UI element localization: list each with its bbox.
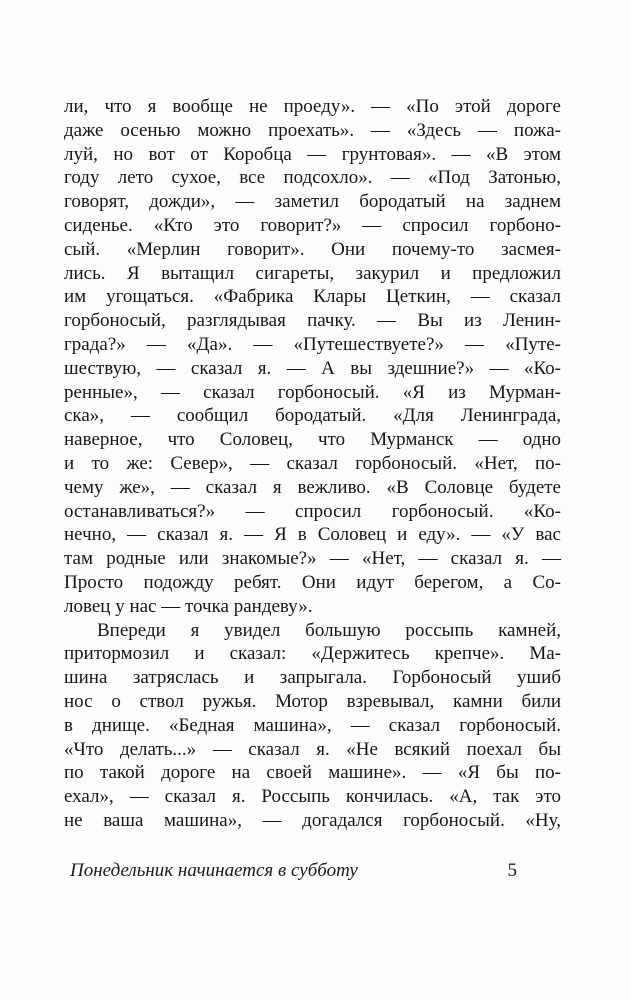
text-line: шествую, — сказал я. — А вы здешние?» — «Ко- (64, 357, 561, 379)
text-line: нечно, — сказал я. — Я в Соловец и еду». — «У вас (64, 524, 561, 546)
text-line: ренные», — сказал горбоносый. «Я из Мурман- (64, 381, 561, 403)
running-title: Понедельник начинается в субботу (70, 860, 358, 881)
text-line: чему же», — сказал я вежливо. «В Соловце будете (64, 476, 561, 498)
text-line: града?» — «Да». — «Путешествуете?» — «Путе- (64, 333, 561, 355)
text-line: наверное, что Соловец, что Мурманск — одно (64, 429, 561, 451)
text-line: Просто подожду ребят. Они идут берегом, а Со- (64, 571, 561, 593)
page-number: 5 (507, 860, 517, 881)
text-line: даже осенью можно проехать». — «Здесь — пожа- (64, 119, 561, 141)
text-line: горбоносый, разглядывая пачку. — Вы из Ленин- (64, 310, 561, 332)
text-line: Впереди я увидел большую россыпь камней, (97, 619, 561, 641)
text-line: им угощаться. «Фабрика Клары Цеткин, — сказал (64, 286, 561, 308)
text-line: сый. «Мерлин говорит». Они почему-то засмея- (64, 238, 561, 260)
text-line: ловец у нас — точка рандеву». (64, 595, 313, 617)
text-line: «Что делать...» — сказал я. «Не всякий поехал бы (64, 738, 561, 760)
text-line: и то же: Север», — сказал горбоносый. «Нет, по- (64, 452, 561, 474)
page-text (64, 95, 561, 833)
text-line: в днище. «Бедная машина», — сказал горбоносый. (64, 714, 561, 736)
text-line: там родные или знакомые?» — «Нет, — сказал я. — (64, 548, 561, 570)
text-line: лись. Я вытащил сигареты, закурил и предложил (64, 262, 561, 284)
text-line: говорят, дожди», — заметил бородатый на заднем (64, 191, 561, 213)
text-line: шина затряслась и запрыгала. Горбоносый ушиб (64, 667, 561, 689)
text-line: по такой дороге на своей машине». — «Я бы по- (64, 762, 561, 784)
text-line: сиденье. «Кто это говорит?» — спросил горбоно- (64, 214, 561, 236)
text-line: ска», — сообщил бородатый. «Для Ленинграда, (64, 405, 561, 427)
text-line: ехал», — сказал я. Россыпь кончилась. «А, так это (64, 786, 561, 808)
text-line: останавливаться?» — спросил горбоносый. «Ко- (64, 500, 561, 522)
text-line: ли, что я вообще не проеду». — «По этой дороге (64, 96, 561, 117)
text-line: луй, но вот от Коробца — грунтовая». — «В этом (64, 143, 561, 165)
text-line: нос о ствол ружья. Мотор взревывал, камни били (64, 690, 561, 712)
page-footer (64, 859, 561, 883)
text-line: году лето сухое, все подсохло». — «Под Затонью, (64, 167, 561, 189)
text-line: не ваша машина», — догадался горбоносый. «Ну, (64, 809, 561, 831)
text-line: притормозил и сказал: «Держитесь крепче». Ма- (64, 643, 561, 665)
